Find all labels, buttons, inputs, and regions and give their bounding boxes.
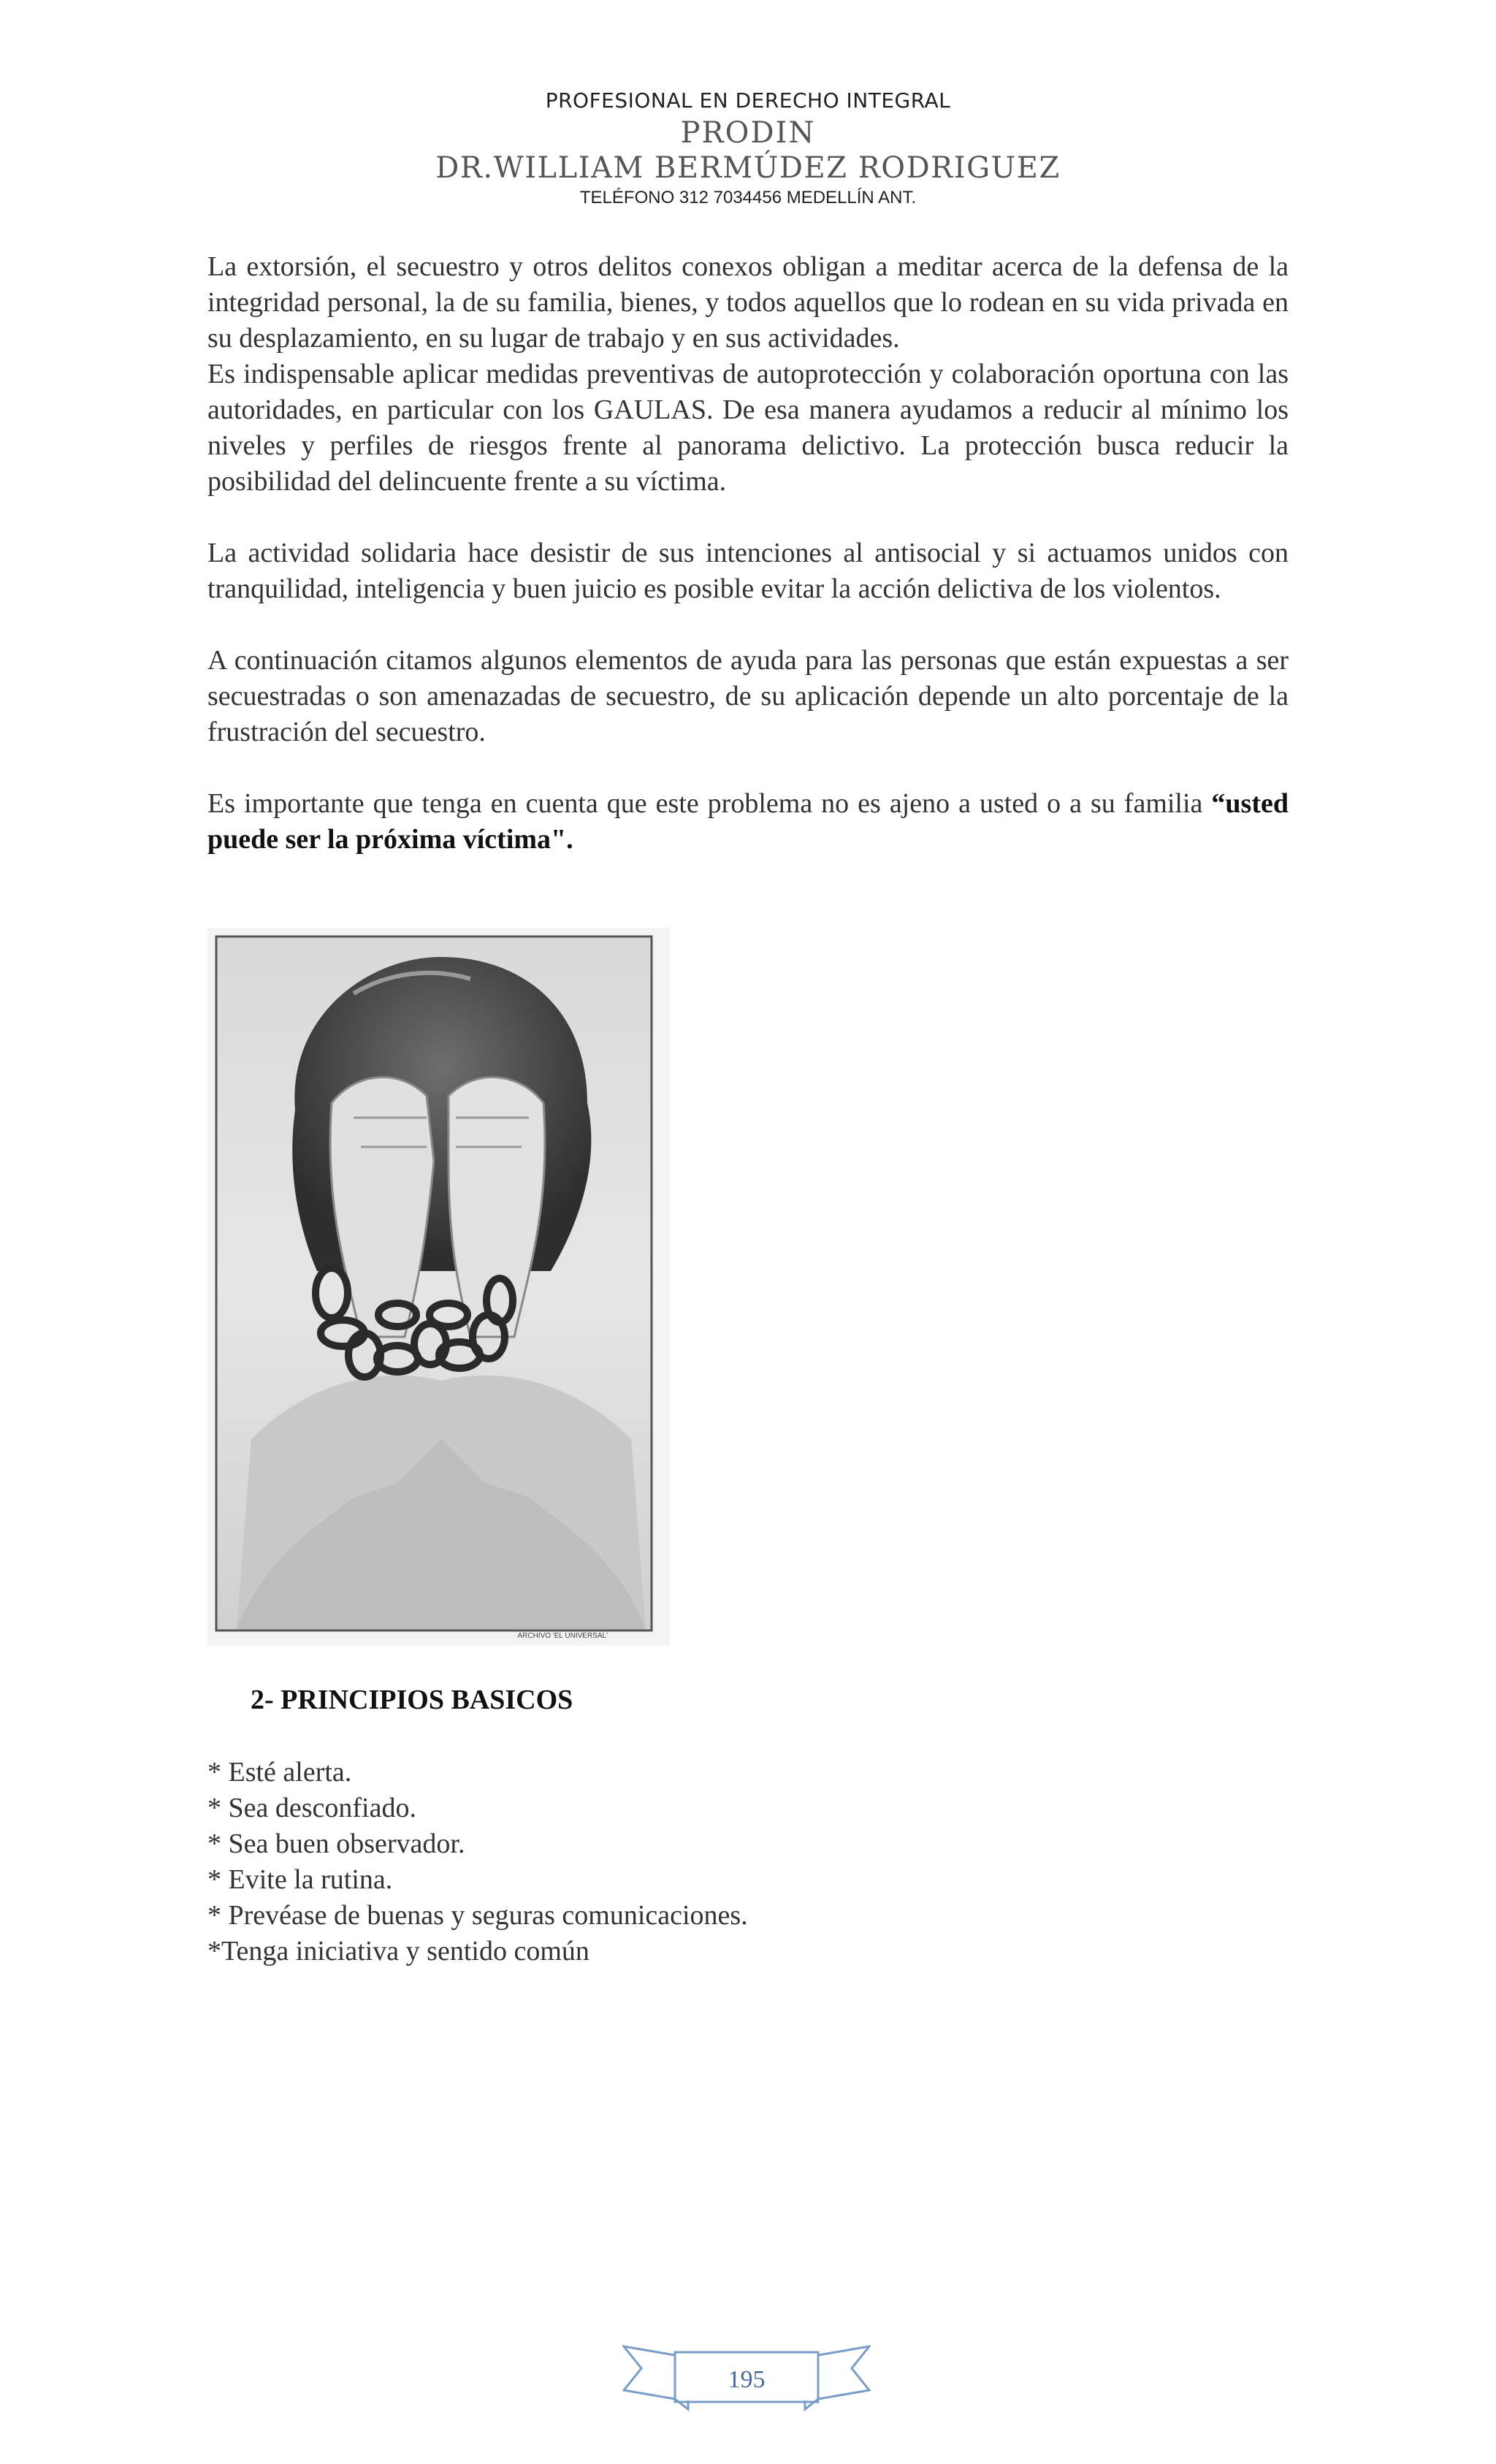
header-line-author: DR.WILLIAM BERMÚDEZ RODRIGUEZ <box>435 151 1061 185</box>
intro-text <box>207 249 1289 858</box>
paragraph-5-text: Es importante que tenga en cuenta que este problema no es ajeno a usted o a su familia <box>207 788 1203 819</box>
principles-list <box>207 1755 748 1969</box>
list-item: * Prevéase de buenas y seguras comunicaciones. <box>207 1900 748 1931</box>
page-header <box>0 86 1496 210</box>
paragraph-5-emphasis: “usted puede ser la próxima víctima". <box>207 788 1289 855</box>
paragraph-4: A continuación citamos algunos elementos de ayuda para las personas que están expuestas a ser secuestradas o son amenazadas de secuestro, de su aplicación depende un alto porcentaje de la frustración del secuestro. <box>207 645 1289 747</box>
page-number: 195 <box>728 2366 766 2393</box>
photo-illustration <box>207 928 670 1646</box>
paragraph-2: Es indispensable aplicar medidas preventivas de autoprotección y colaboración oportuna con las autoridades, en particular con los GAULAS. De esa manera ayudamos a reducir al mínimo los niveles y perfiles de riesgos frente al panorama delictivo. La protección busca reducir la posibilidad del delincuente frente a su víctima. <box>207 359 1289 497</box>
page-number-ribbon <box>622 2342 871 2412</box>
list-item: * Sea buen observador. <box>207 1828 465 1859</box>
header-line-phone: TELÉFONO 312 7034456 MEDELLÍN ANT. <box>579 188 917 207</box>
chained-hands-photo <box>207 928 670 1646</box>
list-item: * Esté alerta. <box>207 1757 352 1788</box>
list-item: * Sea desconfiado. <box>207 1793 416 1823</box>
header-line-profession: PROFESIONAL EN DERECHO INTEGRAL <box>545 88 951 112</box>
section-title: 2- PRINCIPIOS BASICOS <box>251 1685 573 1715</box>
list-item: *Tenga iniciativa y sentido común <box>207 1936 589 1967</box>
paragraph-1: La extorsión, el secuestro y otros delitos conexos obligan a meditar acerca de la defensa de la integridad personal, la de su familia, bienes, y todos aquellos que lo rodean en su vida privada en su desplazamiento, en su lugar de trabajo y en sus actividades. <box>207 251 1289 354</box>
paragraph-5 <box>207 786 1289 858</box>
photo-credit: ARCHIVO 'EL UNIVERSAL' <box>517 1632 608 1640</box>
header-line-brand: PRODIN <box>680 116 816 150</box>
list-item: * Evite la rutina. <box>207 1864 393 1895</box>
paragraph-3: La actividad solidaria hace desistir de sus intenciones al antisocial y si actuamos unidos con tranquilidad, inteligencia y buen juicio es posible evitar la acción delictiva de los violentos. <box>207 538 1289 604</box>
